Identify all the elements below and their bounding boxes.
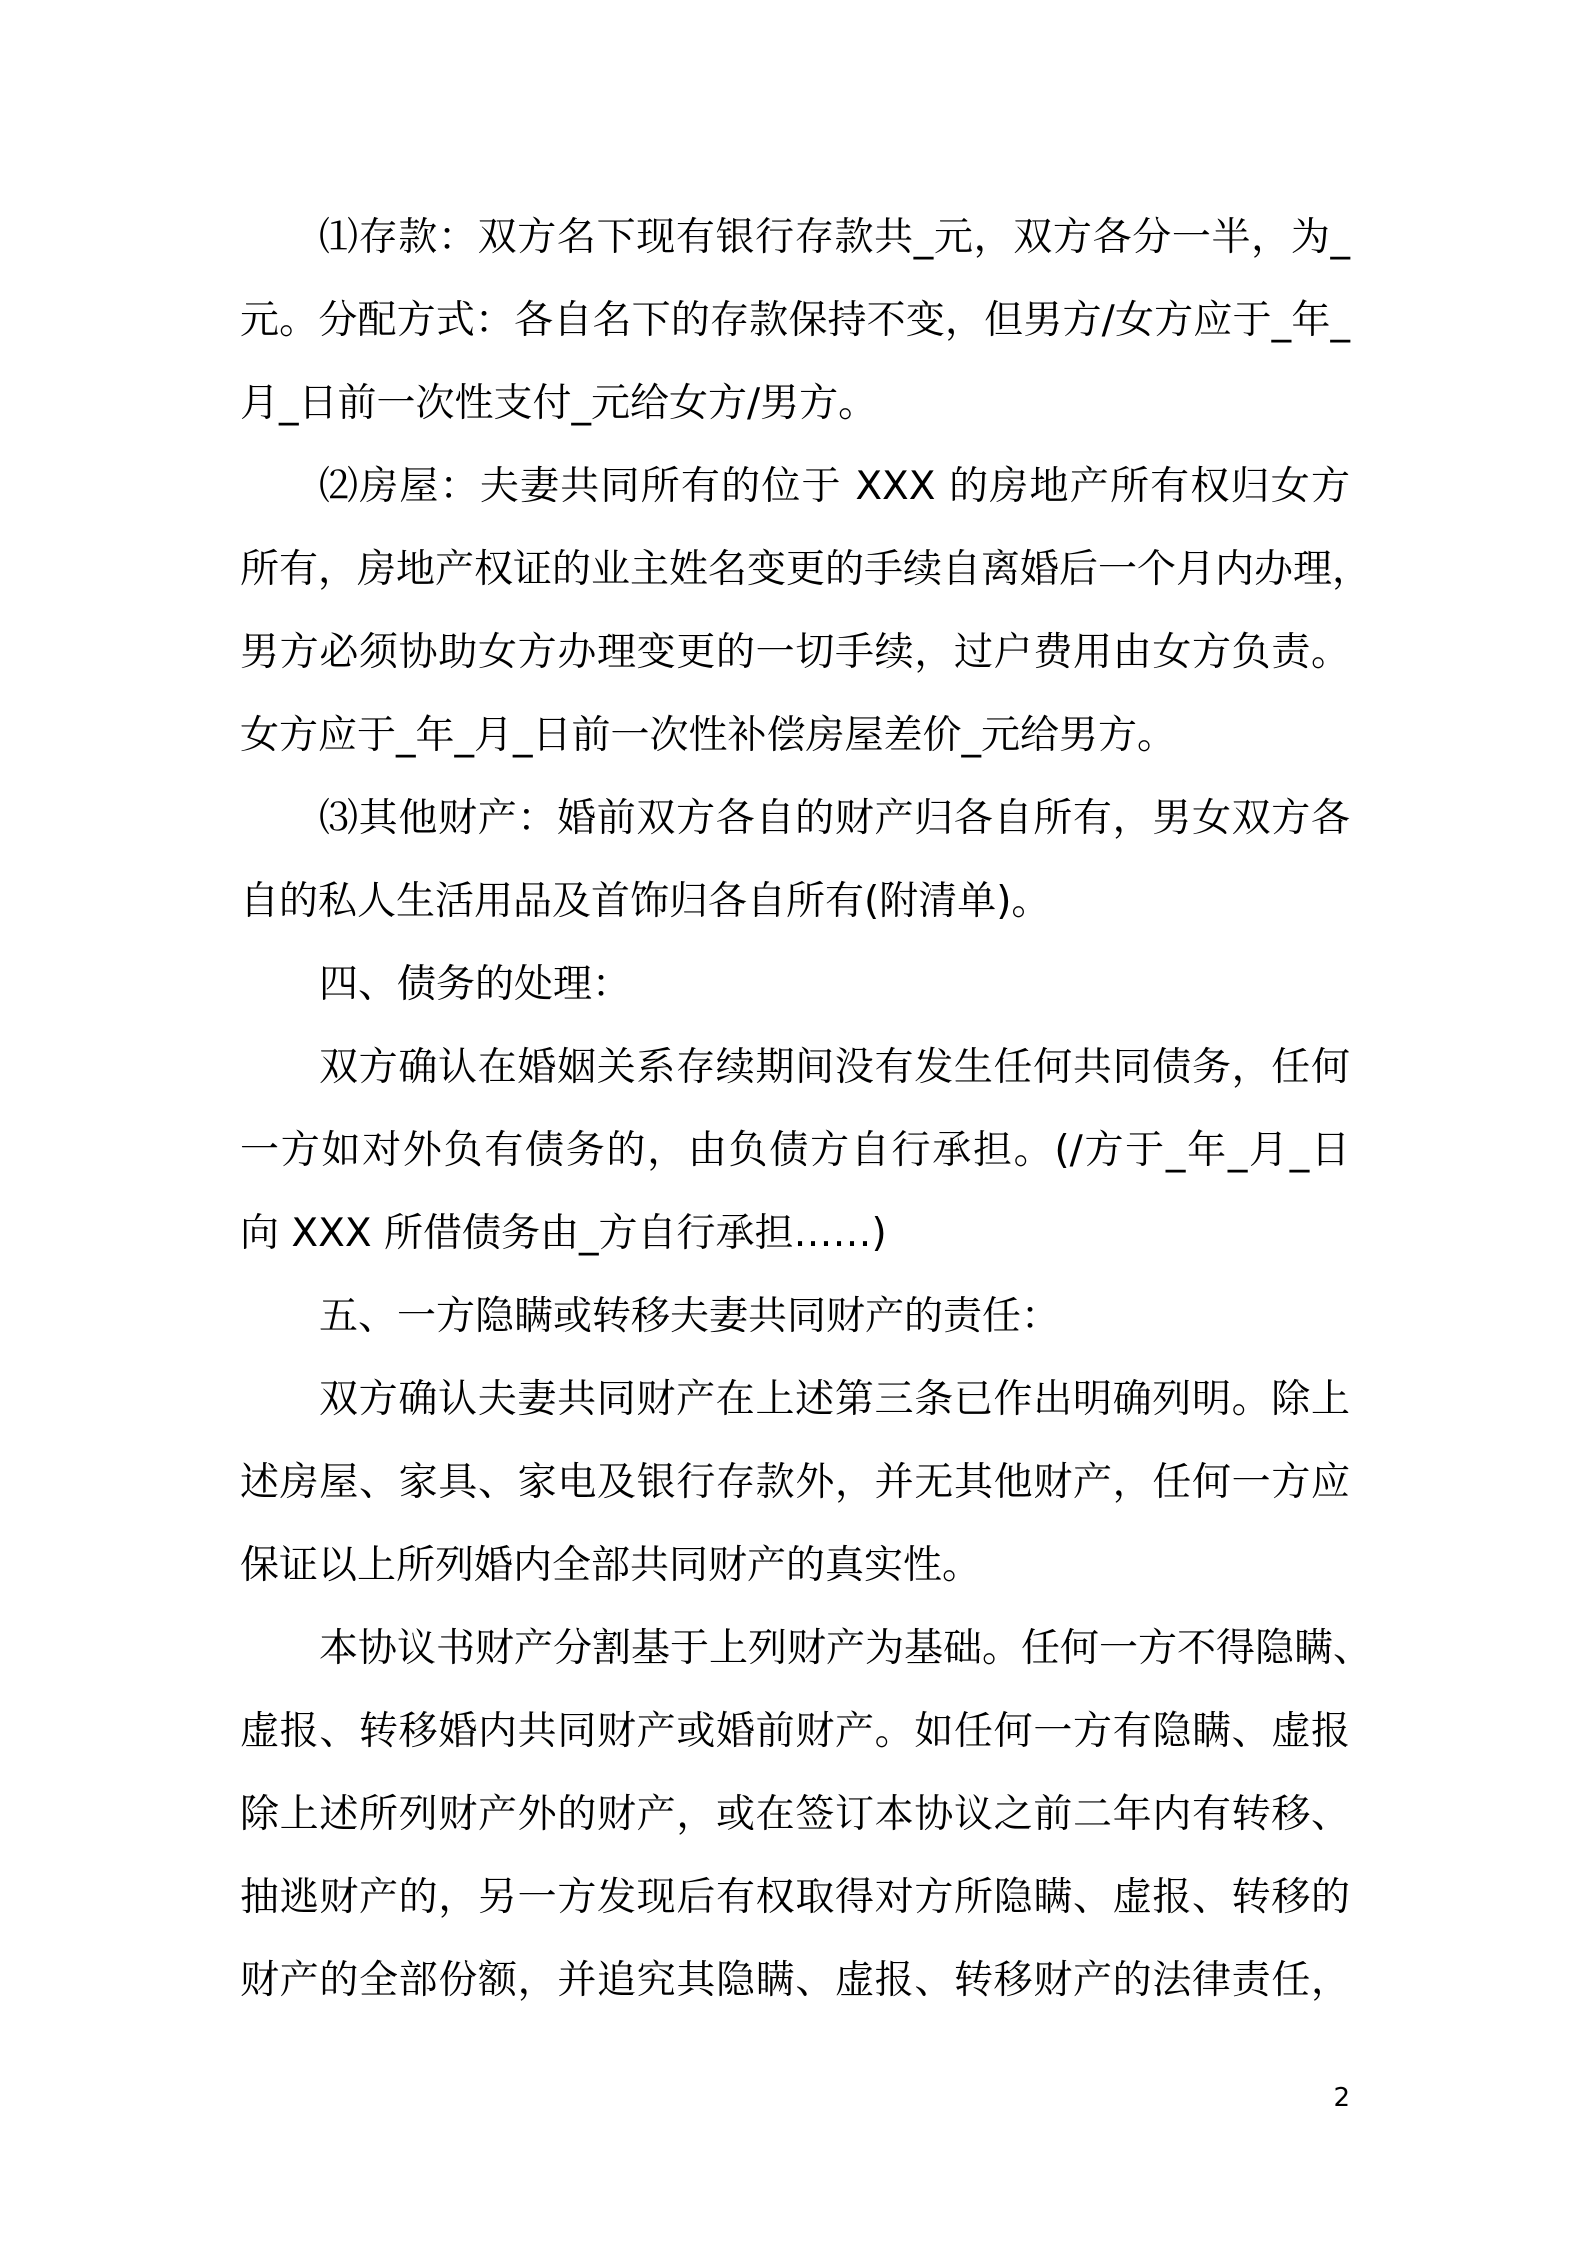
text-line: 保证以上所列婚内全部共同财产的真实性。 bbox=[240, 1543, 982, 1588]
text-line: 男方必须协助女方办理变更的一切手续，过户费用由女方负责。 bbox=[240, 630, 1350, 675]
text-line: 除上述所列财产外的财产，或在签订本协议之前二年内有转移、 bbox=[240, 1792, 1350, 1837]
document-body bbox=[240, 196, 1373, 2022]
text-line: 元。分配方式：各自名下的存款保持不变，但男方/女方应于_年_ bbox=[240, 298, 1350, 343]
text-line: 向 XXX 所借债务由_方自行承担……) bbox=[240, 1211, 887, 1256]
text-line: 五、一方隐瞒或转移夫妻共同财产的责任： bbox=[319, 1294, 1061, 1339]
page-number: 2 bbox=[1333, 2083, 1350, 2113]
text-line: ⑵房屋：夫妻共同所有的位于 XXX 的房地产所有权归女方 bbox=[319, 464, 1350, 509]
text-line: 双方确认夫妻共同财产在上述第三条已作出明确列明。除上 bbox=[319, 1377, 1350, 1422]
text-line: 所有，房地产权证的业主姓名变更的手续自离婚后一个月内办理， bbox=[240, 547, 1372, 592]
text-line: 自的私人生活用品及首饰归各自所有(附清单)。 bbox=[240, 879, 1051, 924]
text-line: ⑴存款：双方名下现有银行存款共_元，双方各分一半，为_ bbox=[319, 215, 1350, 260]
text-line: 述房屋、家具、家电及银行存款外，并无其他财产，任何一方应 bbox=[240, 1460, 1350, 1505]
text-line: 双方确认在婚姻关系存续期间没有发生任何共同债务，任何 bbox=[319, 1045, 1350, 1090]
text-line: 一方如对外负有债务的，由负债方自行承担。(/方于_年_月_日 bbox=[240, 1128, 1350, 1173]
text-line: 财产的全部份额，并追究其隐瞒、虚报、转移财产的法律责任， bbox=[240, 1958, 1350, 2003]
text-line: ⑶其他财产：婚前双方各自的财产归各自所有，男女双方各 bbox=[319, 796, 1350, 841]
text-line: 本协议书财产分割基于上列财产为基础。任何一方不得隐瞒、 bbox=[319, 1626, 1373, 1671]
text-line: 女方应于_年_月_日前一次性补偿房屋差价_元给男方。 bbox=[240, 713, 1177, 758]
text-line: 四、债务的处理： bbox=[319, 962, 632, 1007]
text-line: 虚报、转移婚内共同财产或婚前财产。如任何一方有隐瞒、虚报 bbox=[240, 1709, 1350, 1754]
text-line: 月_日前一次性支付_元给女方/男方。 bbox=[240, 381, 878, 426]
text-line: 抽逃财产的，另一方发现后有权取得对方所隐瞒、虚报、转移的 bbox=[240, 1875, 1350, 1920]
